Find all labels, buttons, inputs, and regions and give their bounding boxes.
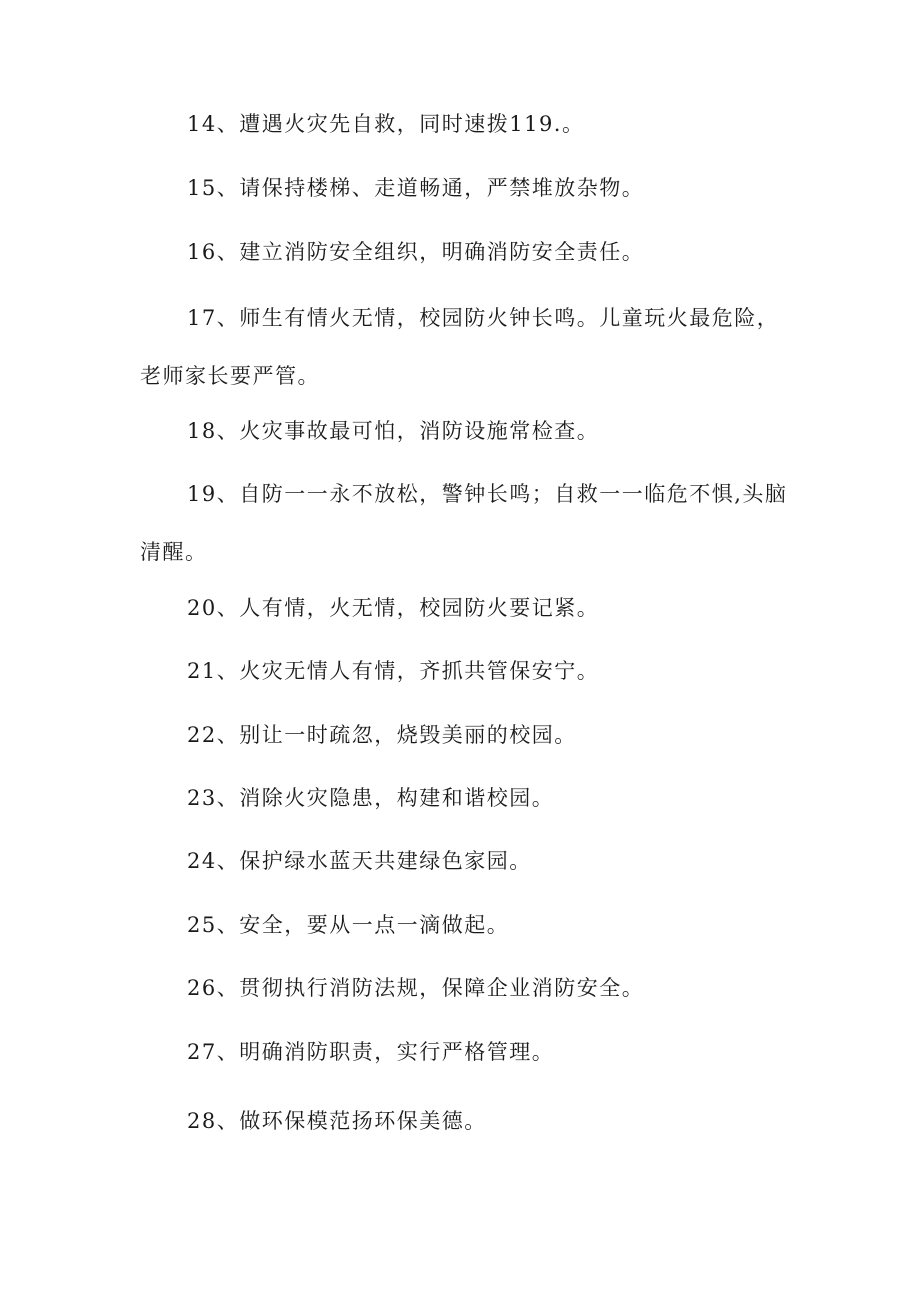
slogan-28: 28、做环保模范扬环保美德。 bbox=[187, 1109, 487, 1133]
slogan-23: 23、消除火灾隐患，构建和谐校园。 bbox=[187, 786, 555, 810]
slogan-16: 16、建立消防安全组织，明确消防安全责任。 bbox=[187, 240, 645, 264]
slogan-24: 24、保护绿水蓝天共建绿色家园。 bbox=[187, 849, 532, 873]
slogan-27: 27、明确消防职责，实行严格管理。 bbox=[187, 1040, 555, 1064]
slogan-19: 19、自防一一永不放松，警钟长鸣；自救一一临危不惧,头脑清醒。 bbox=[140, 482, 788, 564]
slogan-17: 17、师生有情火无情，校园防火钟长鸣。儿童玩火最危险，老师家长要严管。 bbox=[140, 306, 780, 388]
slogan-20: 20、人有情，火无情，校园防火要记紧。 bbox=[187, 596, 600, 620]
slogan-18: 18、火灾事故最可怕，消防设施常检查。 bbox=[187, 419, 600, 443]
slogan-22: 22、别让一时疏忽，烧毁美丽的校园。 bbox=[187, 723, 577, 747]
slogan-25: 25、安全，要从一点一滴做起。 bbox=[187, 913, 510, 937]
slogan-26: 26、贯彻执行消防法规，保障企业消防安全。 bbox=[187, 976, 645, 1000]
slogan-15: 15、请保持楼梯、走道畅通，严禁堆放杂物。 bbox=[187, 176, 645, 200]
slogan-21: 21、火灾无情人有情，齐抓共管保安宁。 bbox=[187, 659, 600, 683]
slogan-14: 14、遭遇火灾先自救，同时速拨119.。 bbox=[187, 112, 585, 136]
